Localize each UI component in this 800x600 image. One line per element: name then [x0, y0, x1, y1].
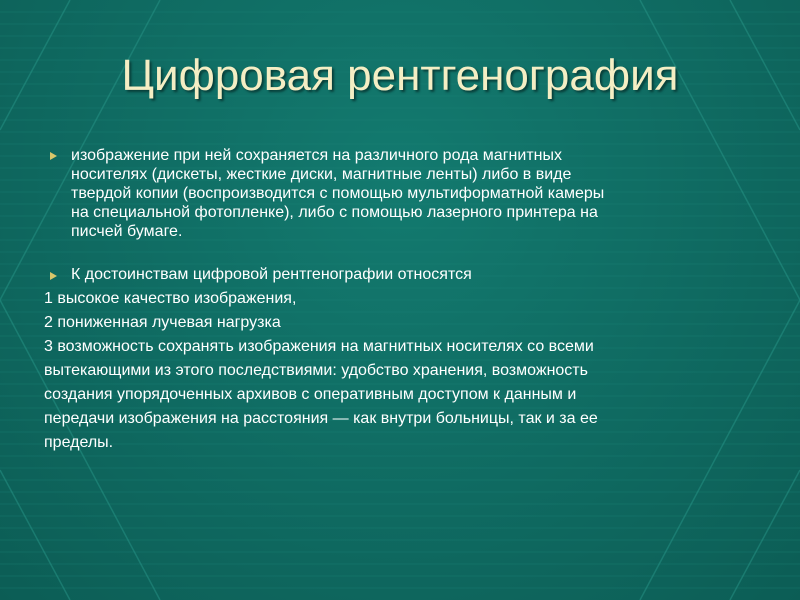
advantage-line: пределы. [44, 434, 114, 451]
bullet-line: твердой копии (воспроизводится с помощью мультиформатной камеры [71, 185, 605, 202]
bullet-text: К достоинствам цифровой рентгенографии относятся [71, 266, 472, 283]
slide-body [44, 146, 744, 455]
bullet-line: изображение при ней сохраняется на различного рода магнитных [71, 147, 562, 164]
bullet-item-storage [44, 146, 744, 241]
advantage-line: передачи изображения на расстояния — как внутри больницы, так и за ее [44, 410, 598, 427]
advantage-line: 2 пониженная лучевая нагрузка [44, 314, 281, 331]
spacer [44, 241, 744, 263]
bullet-item-advantages [44, 263, 744, 287]
advantage-line: 3 возможность сохранять изображения на магнитных носителях со всеми [44, 338, 594, 355]
bullet-line: носителях (дискеты, жесткие диски, магнитные ленты) либо в виде [71, 166, 572, 183]
triangle-bullet-icon [50, 272, 57, 280]
bullet-line: писчей бумаге. [71, 223, 183, 240]
bullet-line: на специальной фотопленке), либо с помощью лазерного принтера на [71, 204, 598, 221]
triangle-bullet-icon [50, 152, 57, 160]
advantage-line: 1 высокое качество изображения, [44, 290, 297, 307]
advantage-line: создания упорядоченных архивов с оперативным доступом к данным и [44, 386, 577, 403]
advantage-line: вытекающими из этого последствиями: удобство хранения, возможность [44, 362, 588, 379]
slide-title: Цифровая рентгенография [121, 51, 679, 100]
